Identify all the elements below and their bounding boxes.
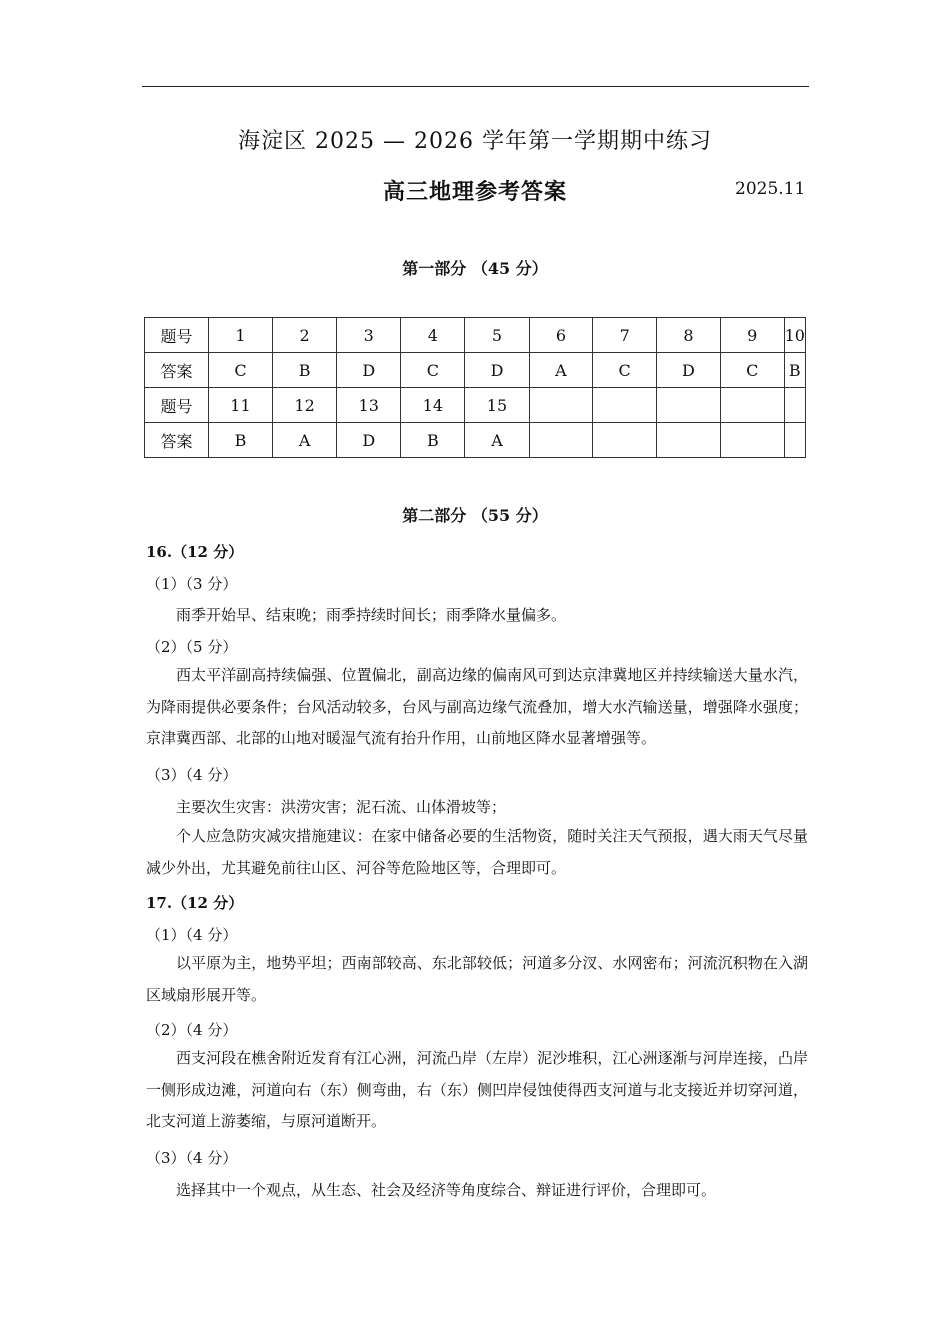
answer-table-cell: [784, 423, 805, 458]
q17-s3-label: （3）（4 分）: [146, 1149, 238, 1167]
answer-table-row: [145, 388, 806, 423]
answer-table-cell: [784, 388, 805, 423]
q16-s1-label: （1）（3 分）: [146, 575, 238, 593]
answer-table-cell: C: [720, 353, 784, 388]
page-subtitle: 高三地理参考答案: [382, 179, 567, 205]
answer-table-row-label: 答案: [145, 423, 209, 458]
answer-table-cell: 7: [593, 318, 657, 353]
answer-table: [144, 317, 806, 458]
part1-heading: 第一部分 （45 分）: [402, 259, 548, 278]
page-title: 海淀区 2025 — 2026 学年第一学期期中练习: [238, 129, 712, 154]
q16-s3-text2: 个人应急防灾减灾措施建议：在家中储备必要的生活物资，随时关注天气预报，遇大雨天气尽量减少外出，尤其避免前往山区、河谷等危险地区等，合理即可。: [146, 827, 808, 877]
q16-s2-text: 西太平洋副高持续偏强、位置偏北，副高边缘的偏南风可到达京津冀地区并持续输送大量水汽，为降雨提供必要条件；台风活动较多，台风与副高边缘气流叠加，增大水汽输送量，增强降水强度；京津冀西部、北部的山地对暖湿气流有抬升作用，山前地区降水显著增强等。: [146, 666, 808, 747]
answer-table-row: [145, 423, 806, 458]
answer-table-row-label: 答案: [145, 353, 209, 388]
answer-table-cell: 4: [401, 318, 465, 353]
answer-table-cell: 6: [529, 318, 593, 353]
answer-table-cell: 8: [657, 318, 721, 353]
answer-table-cell: [593, 423, 657, 458]
page-date: 2025.11: [735, 179, 806, 199]
answer-table-cell: [657, 423, 721, 458]
answer-table-cell: 3: [337, 318, 401, 353]
answer-table-cell: [657, 388, 721, 423]
answer-table-cell: 14: [401, 388, 465, 423]
answer-table-cell: [720, 423, 784, 458]
answer-table-cell: B: [784, 353, 805, 388]
answer-table-cell: A: [529, 353, 593, 388]
answer-table-cell: A: [465, 423, 529, 458]
answer-table-cell: A: [273, 423, 337, 458]
answer-table-cell: C: [401, 353, 465, 388]
answer-table-row: [145, 353, 806, 388]
q16-s3-label: （3）（4 分）: [146, 766, 238, 784]
q16-s3-text1: 主要次生灾害：洪涝灾害；泥石流、山体滑坡等；: [176, 798, 507, 816]
answer-table-cell: 2: [273, 318, 337, 353]
answer-table-cell: 10: [784, 318, 805, 353]
answer-table-cell: D: [657, 353, 721, 388]
q16-s1-text: 雨季开始早、结束晚；雨季持续时间长；雨季降水量偏多。: [176, 606, 567, 624]
q17-s2-text: 西支河段在樵舍附近发育有江心洲，河流凸岸（左岸）泥沙堆积，江心洲逐渐与河岸连接，凸岸一侧形成边滩，河道向右（东）侧弯曲，右（东）侧凹岸侵蚀使得西支河道与北支接近并切穿河道，北支河道上游萎缩，与原河道断开。: [146, 1049, 808, 1130]
answer-table-cell: [593, 388, 657, 423]
part2-heading: 第二部分 （55 分）: [402, 506, 548, 525]
answer-table-row-label: 题号: [145, 318, 209, 353]
answer-table-row-label: 题号: [145, 388, 209, 423]
q16-s2-label: （2）（5 分）: [146, 638, 238, 656]
answer-table-cell: C: [208, 353, 272, 388]
answer-table-cell: C: [593, 353, 657, 388]
answer-table-cell: B: [208, 423, 272, 458]
answer-table-cell: D: [337, 423, 401, 458]
answer-table-cell: 11: [208, 388, 272, 423]
answer-table-cell: D: [465, 353, 529, 388]
answer-table-cell: [529, 423, 593, 458]
q17-s3-text: 选择其中一个观点，从生态、社会及经济等角度综合、辩证进行评价，合理即可。: [176, 1181, 717, 1199]
q17-title: 17.（12 分）: [146, 894, 244, 912]
q16-title: 16.（12 分）: [146, 543, 244, 561]
answer-table-cell: [529, 388, 593, 423]
answer-table-cell: 13: [337, 388, 401, 423]
q17-s1-label: （1）（4 分）: [146, 926, 238, 944]
answer-table-cell: 5: [465, 318, 529, 353]
q17-s1-text: 以平原为主，地势平坦；西南部较高、东北部较低；河道多分汊、水网密布；河流沉积物在入湖区域扇形展开等。: [146, 954, 808, 1004]
header-rule: [142, 86, 809, 87]
answer-table-cell: D: [337, 353, 401, 388]
answer-table-cell: 9: [720, 318, 784, 353]
answer-table-cell: 15: [465, 388, 529, 423]
answer-table-cell: B: [273, 353, 337, 388]
answer-table-cell: 12: [273, 388, 337, 423]
q17-s2-label: （2）（4 分）: [146, 1021, 238, 1039]
answer-table-cell: B: [401, 423, 465, 458]
answer-table-cell: 1: [208, 318, 272, 353]
answer-table-row: [145, 318, 806, 353]
answer-table-cell: [720, 388, 784, 423]
